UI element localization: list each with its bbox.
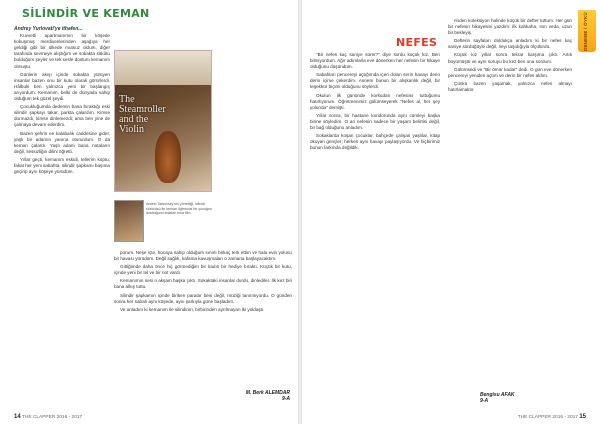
author-class: 9-A	[281, 396, 290, 402]
violin-illustration	[155, 131, 181, 183]
author-class: 9-A	[480, 398, 489, 404]
paragraph: Silindir şapkamın içinde biriken paralar beni değil, müziği tanımlıyordu. O günden sonra her sabah aynı köşede, aynı şarkıyla güne başladım.	[114, 292, 292, 304]
right-page	[300, 0, 600, 424]
article-title-right: NEFES	[396, 36, 438, 49]
paragraph: Sabahları pencereyi açtığımda içeri dolan serin havayı derin derin içime çekerdim. Annem bunun bir alışkanlık değil, bir teşekkür biçimi olduğunu söylerdi.	[310, 72, 440, 90]
film-caption: Andrei Tarkovsky'nin yönettiği, silindir sürücüsü ile keman öğrencisi bir çocuğun dostluğunu anlatan kısa film.	[146, 202, 212, 216]
paragraph: Çocukluğumda dedemin bana bıraktığı eski silindir şapkayı takar, parkta çalardım. Kimse durmazdı, kimse dinlemezdi; ama ben yine de çalmaya devam ederdim.	[14, 104, 110, 128]
paragraph: Kuvvetli apartmanımın bir köşede kokuşmuş merdivenlerinden aşağıya her geldiği gibi bir ülkede mutsuz oldum, diğer tarafında sevmeye alıştığım ve sokakta sükûtu bulduğum şeyler ve tek sesle dostum kemanım olmuştu.	[14, 33, 110, 69]
author-signature-right	[480, 392, 552, 404]
left-column-1	[14, 26, 110, 410]
paragraph: Günlerin akışı içinde sokakta yürüyen insanlar bazen onu bir kutu olarak görürlerdi. Hâlbuki ben yalnızca yeni bir başlangıç arıyordum. Kemanım, belki de dünyada sahip olduğum tek güzel şeydi.	[14, 71, 110, 102]
page-number: 15	[579, 414, 586, 420]
paragraph: Gittiğimde daha önce hiç görmediğim bir kadın bir hediye bıraktı. Küçük bir kutu, içinde yeni bir tel ve bir not vardı.	[114, 264, 292, 276]
section-tab-label: DENEME / ÖYKÜ	[583, 12, 588, 52]
byline: Andrey Yurlovati'ye ithafen...	[14, 26, 83, 32]
article-title-left: SİLİNDİR VE KEMAN	[22, 7, 150, 20]
paragraph: porum. Neşe içte, hocaya sahip olduğum sınırlı birkaç terk ettim ve hala evin yolunu bir havası yürüdüm. Değil sağlık, kafama kavuşmaları o zamana başlayacaktım.	[114, 250, 292, 262]
cover-title-line: Steamroller	[119, 104, 166, 115]
paragraph: Küçük kız yıllar sonra tekrar karşıma çıktı. Artık büyümüştü ve aynı soruyu bu kez ben ona sordum.	[448, 52, 572, 64]
paragraph: Gülümsedi ve "Bir ömür kadar" dedi. O gün eve dönerken pencereyi yeniden açtım ve derin bir nefes aldım.	[448, 66, 572, 78]
cover-title-line: The	[119, 94, 135, 105]
paragraph: Okulun ilk gününde korkudan nefesimi tuttuğumu hatırlıyorum. Öğretmenimiz gülümseyerek "Nefes al, her şey yolunda" demişti.	[310, 92, 440, 110]
cover-title-line: Violin	[119, 124, 144, 135]
section-tab	[578, 10, 596, 52]
paragraph: "Bir nefes kaç saniye sürer?" diye sordu küçük kız. Ben bilmiyordum. Ağır adımlarla eve dönerken her nefesin bir hikaye olduğunu düşündüm.	[310, 52, 440, 70]
film-thumbnail-image	[114, 200, 144, 242]
page-number: 14	[14, 414, 21, 420]
footer-right	[518, 414, 586, 420]
paragraph: Sokaklarda koşan çocuklar, bahçede çalışan yaşlılar, kitap okuyan gençler; herkes aynı havayı paylaşıyordu. Ve hiçbirimiz bunun farkında değildik.	[310, 133, 440, 151]
paragraph: rinden koleksiyon halinde küçük bir defter tuttum. Her gün bir nefesin hikayesini yazdım: ilk kahkaha, son veda, uzun bir bekleyiş.	[448, 18, 572, 36]
paragraph: Kemanımın sesi o akşam başka çıktı. Sokaktaki insanlar durdu, dinlediler. İlk kez biri bana alkış tuttu.	[114, 278, 292, 290]
paragraph: Defterin sayfaları doldukça anladım ki bir nefes kaç saniye sürdüğüyle değil, neyi taşıdığıyla ölçülürdü.	[448, 38, 572, 50]
left-column-2	[114, 250, 292, 384]
paragraph: Yıllar geçti, kemanım eskidi, tellerim koptu; fakat her yeni sabahta, silindir şapkamı başıma geçirip aynı köşeye yürüdüm.	[14, 156, 110, 175]
right-column-1	[310, 52, 440, 408]
author-name: M. Berk ALEMDAR	[245, 390, 290, 396]
book-cover-image	[114, 50, 212, 192]
cover-title	[119, 95, 207, 135]
paragraph: Çünkü bazen yaşamak, yalnızca nefes almayı hatırlamaktır.	[448, 80, 572, 92]
cover-title-line: and the	[119, 114, 149, 125]
cover-band	[115, 51, 211, 85]
right-column-2	[448, 18, 572, 388]
footer-publication: THE CLAPPER 2016 - 2017	[517, 415, 578, 420]
paragraph: Yıllar sonra, bir hastane koridorunda aynı cümleyi başka birine söyledim. O an nefesin sadece bir yaşam belirtisi değil, bir bağ olduğunu anladım.	[310, 112, 440, 131]
paragraph: Bazen şehrin en kalabalık caddesine gider, yaşlı bir adamın yanına otururdum. O da keman çalardı. Yaşlı adam bana notaların değil, sessizliğin dilini öğretti.	[14, 130, 110, 154]
paragraph: Ve anladım ki kemanım ile silindirim, birbirinden ayrılmayan iki yoldaştı.	[120, 306, 265, 312]
footer-left	[14, 414, 82, 420]
author-name: Bengisu AFAK	[480, 392, 515, 398]
footer-publication: THE CLAPPER 2016 - 2017	[21, 415, 83, 420]
author-signature-left	[210, 390, 290, 402]
